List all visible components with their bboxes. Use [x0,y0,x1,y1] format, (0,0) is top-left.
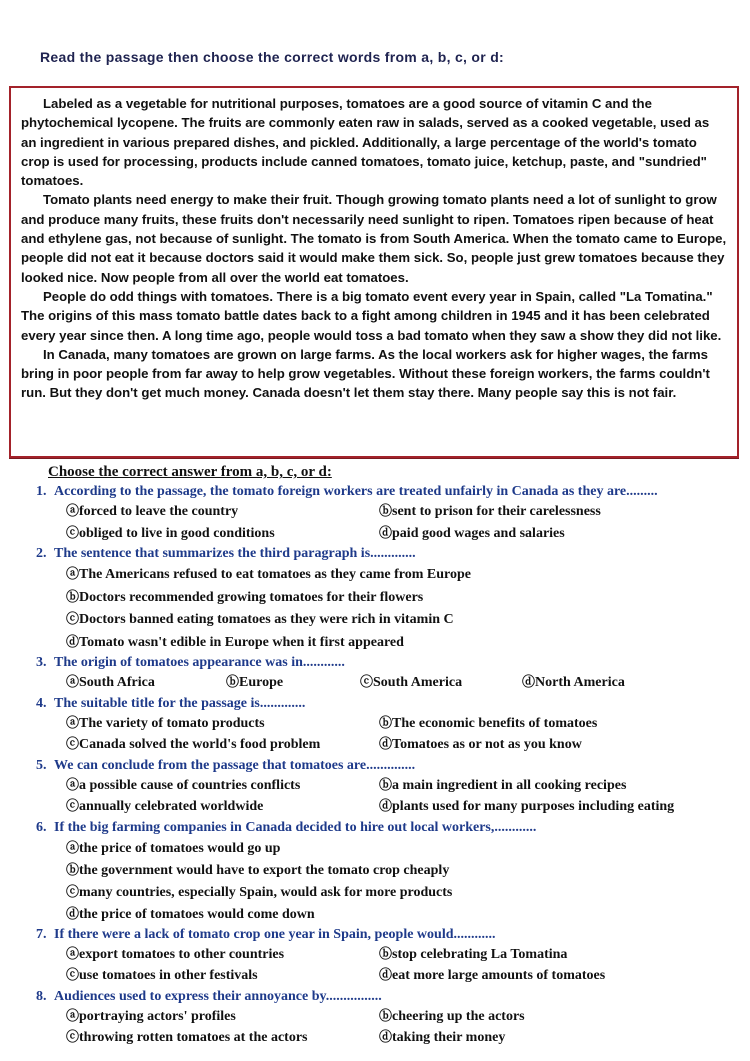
question-4-options [66,713,750,756]
option-text: the price of tomatoes would come down [79,906,315,922]
option-text: South America [373,675,463,690]
option-marker-b: ⓑ [379,1007,393,1023]
option-text: North America [535,675,625,690]
option-text: The variety of tomato products [79,715,265,731]
option-b[interactable] [379,1006,699,1028]
option-c[interactable] [66,523,379,545]
option-c[interactable] [66,965,379,987]
question-1-options [66,501,750,544]
option-text: portraying actors' profiles [79,1008,236,1024]
question-stem: The sentence that summarizes the third paragraph is............. [54,546,416,561]
question-3 [36,653,750,672]
question-stem: If the big farming companies in Canada decided to hire out local workers,............ [54,819,537,835]
option-text: Tomatoes as or not as you know [392,737,582,752]
option-marker-d: ⓓ [379,524,393,540]
option-marker-d: ⓓ [379,1029,393,1044]
option-text: export tomatoes to other countries [79,946,285,962]
option-c[interactable] [66,881,750,903]
question-8 [36,987,750,1006]
option-a[interactable] [66,1006,379,1028]
option-marker-c: ⓒ [66,524,80,540]
option-a[interactable] [66,713,379,735]
option-marker-b: ⓑ [226,674,240,689]
question-5 [36,756,750,775]
option-text: taking their money [392,1030,506,1045]
option-marker-a: ⓐ [66,1007,80,1023]
option-marker-c: ⓒ [66,883,80,899]
option-a[interactable] [66,501,379,523]
option-marker-a: ⓐ [66,503,80,518]
option-text: Tomato wasn't edible in Europe when it first appeared [79,634,404,650]
option-b[interactable] [66,859,750,881]
option-a[interactable] [66,944,379,966]
option-marker-a: ⓐ [66,566,80,581]
passage-paragraph: Tomato plants need energy to make their fruit. Though growing tomato plants need a lot of sunlight to grow and produce many fruits, these fruits don't necessarily need sunlight to ripen. Tomatoes ripen because of heat and ethylene gas, not because of sunlight. The tomato is from South America. When the tomato came to Europe, people did not eat it because doctors said it would make them sick. So, people just grew tomatoes because they looked nice. Now people from all over the world eat tomatoes. [21,192,727,285]
option-text: paid good wages and salaries [392,525,565,541]
question-number: 8. [36,988,47,1004]
option-marker-d: ⓓ [379,798,393,813]
question-6 [36,818,750,837]
question-number: 3. [36,655,47,670]
option-b[interactable] [226,672,360,694]
question-number: 2. [36,546,47,561]
questions-heading: Choose the correct answer from a, b, c, or d: [48,464,332,480]
option-text: a possible cause of countries conflicts [79,777,301,793]
option-marker-d: ⓓ [379,736,393,751]
option-text: The economic benefits of tomatoes [392,715,598,731]
option-marker-d: ⓓ [66,633,80,649]
option-marker-b: ⓑ [379,503,393,518]
option-marker-a: ⓐ [66,839,80,855]
option-text: Europe [239,675,284,690]
option-d[interactable] [379,965,699,987]
question-number: 7. [36,926,47,942]
question-number: 1. [36,484,47,499]
option-text: throwing rotten tomatoes at the actors [79,1030,308,1045]
question-2-options [66,563,750,653]
option-c[interactable] [66,608,750,631]
reading-passage [9,86,739,458]
question-number: 6. [36,819,47,835]
option-marker-c: ⓒ [66,798,80,813]
option-marker-a: ⓐ [66,714,80,730]
option-text: a main ingredient in all cooking recipes [392,777,627,793]
option-text: stop celebrating La Tomatina [392,946,568,962]
question-7 [36,925,750,944]
option-marker-c: ⓒ [360,674,374,689]
option-marker-c: ⓒ [66,611,80,626]
option-text: The Americans refused to eat tomatoes as they came from Europe [79,567,471,582]
question-1 [36,482,750,501]
option-c[interactable] [66,734,379,756]
option-text: plants used for many purposes including eating [392,799,675,814]
option-text: annually celebrated worldwide [79,799,264,814]
questions-section [0,462,750,1049]
question-2 [36,544,750,563]
option-b[interactable] [66,586,750,609]
question-stem: If there were a lack of tomato crop one year in Spain, people would............ [54,926,496,942]
option-a[interactable] [66,837,750,859]
option-text: South Africa [79,675,155,690]
option-text: Canada solved the world's food problem [79,737,321,752]
question-stem: The suitable title for the passage is............. [54,695,306,711]
option-text: obliged to live in good conditions [79,525,275,541]
question-stem: We can conclude from the passage that tomatoes are.............. [54,757,416,773]
option-marker-b: ⓑ [66,861,80,877]
option-text: forced to leave the country [79,504,239,519]
option-marker-c: ⓒ [66,967,80,982]
option-marker-d: ⓓ [66,905,80,921]
passage-paragraph: Labeled as a vegetable for nutritional purposes, tomatoes are a good source of vitamin C and the phytochemical lycopene. The fruits are commonly eaten raw in salads, served as a cooked vegetable, used as an ingredient in various prepared dishes, and pickled. Additionally, a large percentage of the world's tomato crop is used for processing, products include canned tomatoes, tomato juice, ketchup, paste, and "sundried" tomatoes. [21,96,710,189]
question-8-options [66,1006,750,1049]
option-text: the price of tomatoes would go up [79,840,281,856]
option-marker-d: ⓓ [379,967,393,982]
option-text: eat more large amounts of tomatoes [392,968,606,983]
option-text: many countries, especially Spain, would ask for more products [79,884,453,900]
option-text: the government would have to export the tomato crop cheaply [79,862,450,878]
option-marker-b: ⓑ [379,945,393,961]
option-text: use tomatoes in other festivals [79,968,258,983]
question-3-options [66,672,750,694]
option-d[interactable] [522,672,662,694]
option-d[interactable] [66,903,750,925]
question-number: 5. [36,757,47,773]
question-7-options [66,944,750,987]
option-marker-d: ⓓ [522,674,536,689]
option-text: sent to prison for their carelessness [392,504,601,519]
question-4 [36,694,750,713]
option-text: Doctors recommended growing tomatoes for their flowers [79,589,424,605]
option-marker-c: ⓒ [66,736,80,751]
passage-paragraph: People do odd things with tomatoes. There is a big tomato event every year in Spain, called "La Tomatina." The origins of this mass tomato battle dates back to a fight among children in 1945 and it has been celebrated every year since then. A long time ago, people would toss a bad tomato when they saw a show they did not like. [21,288,722,343]
question-number: 4. [36,695,47,711]
question-5-options [66,775,750,818]
instruction-title: Read the passage then choose the correct words from a, b, c, or d: [40,49,505,65]
option-d[interactable] [379,523,699,545]
question-6-options [66,837,750,925]
option-text: cheering up the actors [392,1008,525,1024]
option-c[interactable] [66,1027,379,1049]
option-c[interactable] [66,796,379,818]
option-text: Doctors banned eating tomatoes as they were rich in vitamin C [79,612,454,627]
option-b[interactable] [379,713,699,735]
question-stem: The origin of tomatoes appearance was in............ [54,655,345,670]
option-marker-b: ⓑ [379,714,393,730]
option-d[interactable] [66,631,750,654]
option-d[interactable] [379,796,699,818]
option-a[interactable] [66,775,379,797]
option-marker-b: ⓑ [379,776,393,792]
option-b[interactable] [379,775,699,797]
question-stem: According to the passage, the tomato foreign workers are treated unfairly in Canada as they are......... [54,484,658,499]
option-marker-a: ⓐ [66,776,80,792]
option-a[interactable] [66,563,750,586]
option-a[interactable] [66,672,226,694]
option-marker-c: ⓒ [66,1029,80,1044]
option-b[interactable] [379,501,699,523]
passage-paragraph: In Canada, many tomatoes are grown on large farms. As the local workers ask for higher wages, the farms bring in poor people from far away to help grow vegetables. Without these foreign workers, the farms couldn't run. But they don't get much money. Canada doesn't let them stay there. Many people say this is not fair. [21,346,710,401]
option-c[interactable] [360,672,522,694]
option-marker-b: ⓑ [66,588,80,604]
option-marker-a: ⓐ [66,674,80,689]
option-d[interactable] [379,734,699,756]
option-d[interactable] [379,1027,699,1049]
option-b[interactable] [379,944,699,966]
question-stem: Audiences used to express their annoyance by................ [54,988,382,1004]
option-marker-a: ⓐ [66,945,80,961]
